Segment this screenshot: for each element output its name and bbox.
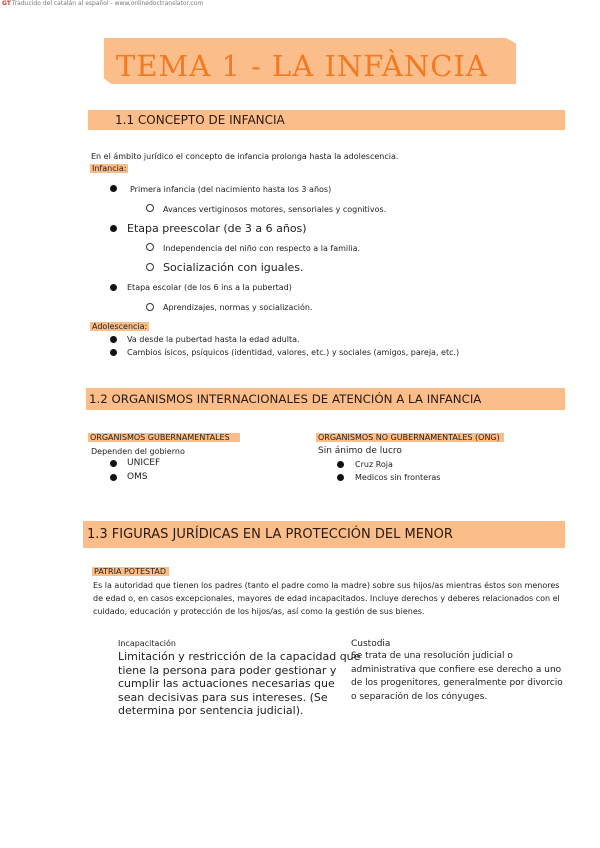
patria-potestad-label: PATRIA POTESTAD bbox=[92, 566, 169, 577]
stage-sub-item: Avances vertiginosos motores, sensoriales y cognitivos. bbox=[163, 205, 387, 214]
section-1-intro: En el ámbito jurídico el concepto de infancia prolonga hasta la adolescencia. bbox=[91, 152, 399, 161]
translation-notice-text: Traducido del catalán al español - www.onlinedoctranslator.com bbox=[11, 0, 204, 7]
custodia-title: Custodia bbox=[351, 639, 391, 649]
section-1-heading-bar bbox=[88, 110, 565, 130]
circle-bullet-icon bbox=[146, 263, 154, 271]
bullet-icon bbox=[110, 336, 117, 343]
gov-title: ORGANISMOS GUBERNAMENTALES bbox=[88, 432, 240, 443]
incapacitacion-text: Limitación y restricción de la capacidad que tiene la persona para poder gestionar y cumplir las actuaciones necesarias que sean decisivas para sus intereses. (Se determina por sentencia judicial). bbox=[118, 650, 361, 717]
stage-sub-item: Socialización con iguales. bbox=[163, 261, 304, 274]
stage-sub-item: Independencia del niño con respecto a la familia. bbox=[163, 244, 361, 253]
section-2-heading-bar bbox=[86, 388, 565, 410]
section-1-heading: 1.1 CONCEPTO DE INFANCIA bbox=[115, 113, 285, 127]
section-3-heading-bar bbox=[83, 521, 565, 548]
gov-item: OMS bbox=[127, 472, 148, 482]
stage-escolar: Etapa escolar (de los 6 ins a la pubertad) bbox=[127, 283, 292, 292]
translation-notice bbox=[2, 0, 203, 7]
ngo-desc: Sin ánimo de lucro bbox=[318, 446, 402, 456]
ngo-item: Cruz Roja bbox=[355, 460, 393, 469]
incapacitacion-title: Incapacitación bbox=[118, 639, 176, 648]
patria-potestad-text: Es la autoridad que tienen los padres (tanto el padre como la madre) sobre sus hijos/as mientras éstos son menores de edad o, en casos excepcionales, mayores de edad incapacitados. Incluye derechos y deberes relacionados con el cuidado, educación y protección de los hijos/as, así como la gestión de sus bienes. bbox=[93, 581, 560, 616]
section-3-heading: 1.3 FIGURAS JURÍDICAS EN LA PROTECCIÓN DEL MENOR bbox=[87, 527, 453, 542]
infancia-label: Infancia: bbox=[92, 164, 127, 173]
stage-sub-item: Aprendizajes, normas y socialización. bbox=[163, 303, 313, 312]
gov-item: UNICEF bbox=[127, 458, 161, 468]
ngo-item: Medicos sin fronteras bbox=[355, 473, 441, 482]
circle-bullet-icon bbox=[146, 243, 154, 251]
adolescencia-item: Cambios ísicos, psíquicos (identidad, valores, etc.) y sociales (amigos, pareja, etc.) bbox=[127, 348, 460, 357]
stage-primera-infancia: Primera infancia (del nacimiento hasta los 3 años) bbox=[130, 185, 332, 194]
bullet-icon bbox=[337, 474, 344, 481]
bullet-icon bbox=[337, 461, 344, 468]
circle-bullet-icon bbox=[146, 303, 154, 311]
adolescencia-label: Adolescencia: bbox=[92, 322, 148, 331]
bullet-icon bbox=[110, 460, 117, 467]
translator-logo-icon: GT bbox=[2, 0, 11, 7]
custodia-text: Se trata de una resolución judicial o administrativa que confiere ese derecho a uno de los progenitores, generalmente por divorcio o separación de los cónyuges. bbox=[351, 651, 563, 702]
ngo-title: ORGANISMOS NO GUBERNAMENTALES (ONG) bbox=[316, 432, 504, 443]
gov-desc: Dependen del gobierno bbox=[91, 447, 185, 456]
section-2-heading: 1.2 ORGANISMOS INTERNACIONALES DE ATENCIÓN A LA INFANCIA bbox=[89, 392, 482, 406]
bullet-icon bbox=[110, 474, 117, 481]
adolescencia-item: Va desde la pubertad hasta la edad adulta. bbox=[127, 335, 300, 344]
bullet-icon bbox=[110, 225, 117, 232]
page-title: TEMA 1 - LA INFÀNCIA bbox=[116, 49, 488, 83]
stage-preescolar: Etapa preescolar (de 3 a 6 años) bbox=[127, 222, 307, 235]
circle-bullet-icon bbox=[146, 204, 154, 212]
bullet-icon bbox=[110, 349, 117, 356]
bullet-icon bbox=[110, 284, 117, 291]
bullet-icon bbox=[110, 185, 117, 192]
